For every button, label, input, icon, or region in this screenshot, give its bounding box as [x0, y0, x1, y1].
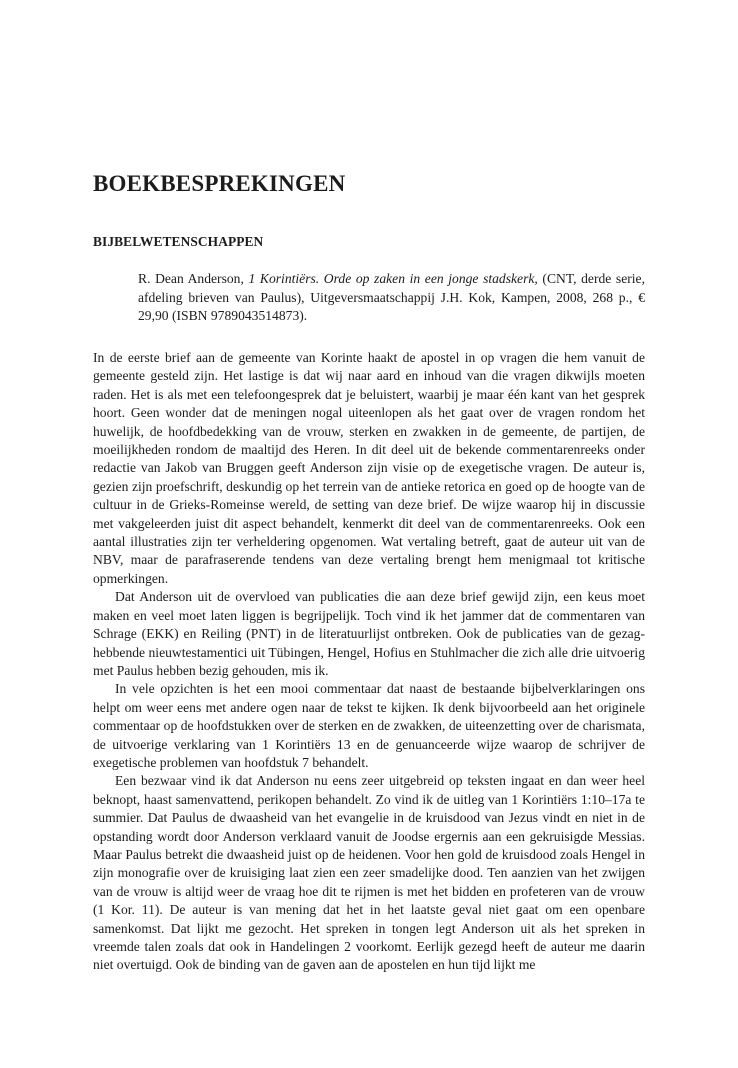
paragraph-3: In vele opzichten is het een mooi commentaar dat naast de bestaande bijbelverklaringen ons helpt om weer eens met andere ogen naar de tekst te kijken. Ik denk bijvoorbeeld aan het originele commentaar op de hoofdstukken over de sterken en de zwakken, de uiteenzetting over de charismata, de uitvoerige verklaring van 1 Korintiërs 13 en de genuanceerde wijze waarop de schrijver de exegetische problemen van hoofdstuk 7 behandelt.: [93, 681, 645, 770]
paragraph-2: Dat Anderson uit de overvloed van publicaties die aan deze brief gewijd zijn, een keus moet maken en veel moet laten liggen is begrijpelijk. Toch vind ik het jammer dat de commentaren van Schrage (EKK) en Reiling (PNT) in de literatuurlijst ontbreken. Ook de publicaties van de gezaghebbende nieuwtestamentici uit Tübingen, Hengel, Hofius en Stuhlmacher die zich alle drie uitvoerig met Paulus hebben bezig gehouden, mis ik.: [93, 589, 645, 678]
book-reference: [138, 270, 645, 326]
section-heading: BIJBELWETENSCHAPPEN: [93, 234, 264, 249]
paragraph-1: In de eerste brief aan de gemeente van Korinte haakt de apostel in op vragen die hem vanuit de gemeente gesteld zijn. Het lastige is dat wij naar aard en inhoud van die vragen dikwijls moeten raden. Het is als met een telefoongesprek dat je beluistert, waarbij je maar één kant van het gesprek hoort. Geen wonder dat de meningen nogal uiteenlopen als het gaat over de vragen rondom het huwelijk, de hoofdbedekking van de vrouw, sterken en zwakken in de gemeente, de partijen, de moeilijkheden rondom de maaltijd des Heren. In dit deel uit de bekende commentarenreeks onder redactie van Jakob van Bruggen geeft Anderson zijn visie op de exegetische vragen. De auteur is, gezien zijn proefschrift, deskundig op het terrein van de antieke retorica en goed op de hoogte van de cultuur in de Grieks-Romeinse wereld, de setting van deze brief. De wijze waarop hij in discussie met vakgeleerden juist dit aspect behandelt, kenmerkt dit deel van de commentarenreeks. Ook een aantal illustraties zijn ter verheldering opgenomen. Wat vertaling betreft, gaat de auteur uit van de NBV, maar de parafraserende tendens van deze vertaling brengt hem menigmaal tot kritische opmerkingen.: [93, 350, 645, 586]
page-title: BOEKBESPREKINGEN: [93, 171, 346, 196]
paragraph-4: Een bezwaar vind ik dat Anderson nu eens zeer uitgebreid op teksten ingaat en dan weer heel beknopt, haast samenvattend, perikopen behandelt. Zo vind ik de uitleg van 1 Korintiërs 1:10–17a te summier. Dat Paulus de dwaasheid van het evangelie in de kruisdood van Jezus vindt en niet in de opstanding wordt door Anderson verklaard vanuit de Joodse ergernis aan een gekruisigde Messias. Maar Paulus betrekt die dwaasheid juist op de heidenen. Voor hen gold de kruisdood zoals Hengel in zijn monografie over de kruisiging laat zien een zeer smadelijke dood. Ten aanzien van het zwijgen van de vrouw is altijd weer de vraag hoe dit te rijmen is met het bidden en profeteren van de vrouw (1 Kor. 11). De auteur is van mening dat het in het laatste geval niet gaat om een openbare samenkomst. Dat lijkt me gezocht. Het spreken in tongen legt Anderson uit als het spreken in vreemde talen zoals dat ook in Handelingen 2 voorkomt. Eerlijk gezegd heeft de auteur me daarin niet overtuigd. Ook de binding van de gaven aan de apostelen en hun tijd lijkt me: [93, 773, 645, 973]
reference-book-title: 1 Korintiërs. Orde op zaken in een jonge stadskerk,: [248, 271, 538, 286]
reference-author: R. Dean Anderson,: [138, 271, 249, 286]
review-body: [93, 349, 645, 975]
reference-details: (CNT, derde serie, afdeling brieven van Paulus), Uitgeversmaatschappij J.H. Kok, Kampen, 2008, 268 p., € 29,90 (ISBN 9789043514873).: [138, 271, 645, 323]
